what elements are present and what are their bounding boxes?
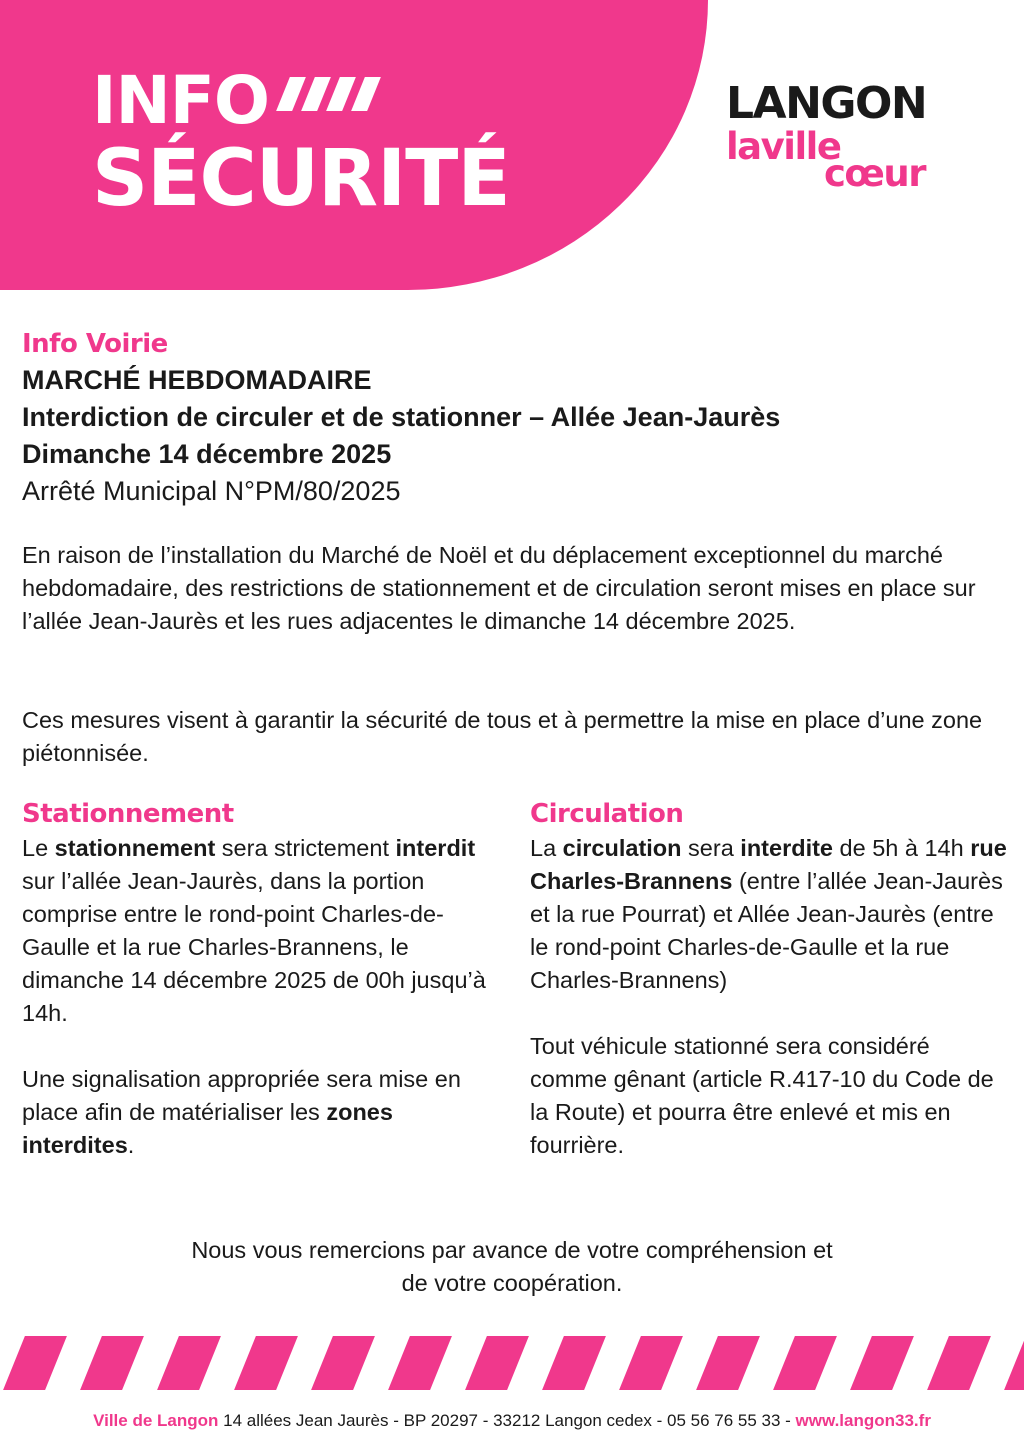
title-info: INFO — [92, 62, 269, 139]
hazard-stripe — [465, 1336, 529, 1390]
hazard-stripe — [927, 1336, 991, 1390]
parking-title: Stationnement — [22, 799, 234, 829]
logo-coeur: cœur — [824, 152, 926, 195]
notice-category: Info Voirie — [22, 329, 168, 359]
title-securite: SÉCURITÉ — [92, 134, 510, 224]
footer-website-link[interactable]: www.langon33.fr — [795, 1411, 931, 1430]
slash-marks-icon — [283, 91, 374, 111]
hazard-stripe — [850, 1336, 914, 1390]
traffic-title: Circulation — [530, 799, 684, 829]
footer-address: 14 allées Jean Jaurès - BP 20297 - 33212 Langon cedex - 05 56 76 55 33 - — [218, 1411, 796, 1430]
notice-header — [22, 326, 1002, 510]
notice-decree: Arrêté Municipal N°PM/80/2025 — [22, 476, 401, 506]
logo-laville: laville — [726, 125, 841, 168]
hazard-stripe — [619, 1336, 683, 1390]
notice-heading-market: MARCHÉ HEBDOMADAIRE — [22, 365, 372, 395]
hazard-stripe — [157, 1336, 221, 1390]
hazard-stripe — [311, 1336, 375, 1390]
logo-langon: LANGON — [726, 78, 927, 129]
hazard-stripe — [80, 1336, 144, 1390]
closing-line-2: de votre coopération. — [401, 1270, 623, 1296]
hazard-stripes — [0, 1336, 1024, 1390]
hazard-stripe — [542, 1336, 606, 1390]
traffic-section — [530, 796, 1012, 1162]
intro-paragraph-1: En raison de l’installation du Marché de Noël et du déplacement exceptionnel du marché hebdomadaire, des restrictions de stationnement et de circulation seront mises en place sur l’allée Jean-Jaurès et les rues adjacentes le dimanche 14 décembre 2025. — [22, 542, 976, 634]
parking-paragraph-1: Le stationnement sera strictement interdit sur l’allée Jean-Jaurès, dans la portion comprise entre le rond-point Charles-de-Gaulle et la rue Charles-Brannens, le dimanche 14 décembre 2025 de 00h jusqu’à 14h. — [22, 835, 486, 1026]
hazard-stripe — [1004, 1336, 1024, 1390]
footer-town: Ville de Langon — [93, 1411, 219, 1430]
hazard-stripe — [234, 1336, 298, 1390]
notice-heading-restriction: Interdiction de circuler et de stationner – Allée Jean-Jaurès — [22, 402, 781, 432]
footer-contact — [0, 1408, 1024, 1434]
closing-line-1: Nous vous remercions par avance de votre compréhension et — [191, 1237, 833, 1263]
langon-logo — [726, 78, 966, 197]
parking-section — [22, 796, 504, 1162]
hazard-stripe — [696, 1336, 760, 1390]
traffic-paragraph-1: La circulation sera interdite de 5h à 14h rue Charles-Brannens (entre l’allée Jean-Jaurès et la rue Pourrat) et Allée Jean-Jaurès (entre le rond-point Charles-de-Gaulle et la rue Charles-Brannens) — [530, 835, 1007, 993]
hazard-stripe — [773, 1336, 837, 1390]
notice-heading-date: Dimanche 14 décembre 2025 — [22, 439, 392, 469]
intro-paragraph-2: Ces mesures visent à garantir la sécurité de tous et à permettre la mise en place d’une zone piétonnisée. — [22, 707, 983, 766]
hazard-stripe — [3, 1336, 67, 1390]
parking-paragraph-2: Une signalisation appropriée sera mise en place afin de matérialiser les zones interdites. — [22, 1066, 461, 1158]
hazard-stripe — [388, 1336, 452, 1390]
traffic-paragraph-2: Tout véhicule stationné sera considéré comme gênant (article R.417-10 du Code de la Route) et pourra être enlevé et mis en fourrière. — [530, 1033, 994, 1158]
closing-message — [0, 1234, 1024, 1300]
header-title — [92, 62, 510, 224]
